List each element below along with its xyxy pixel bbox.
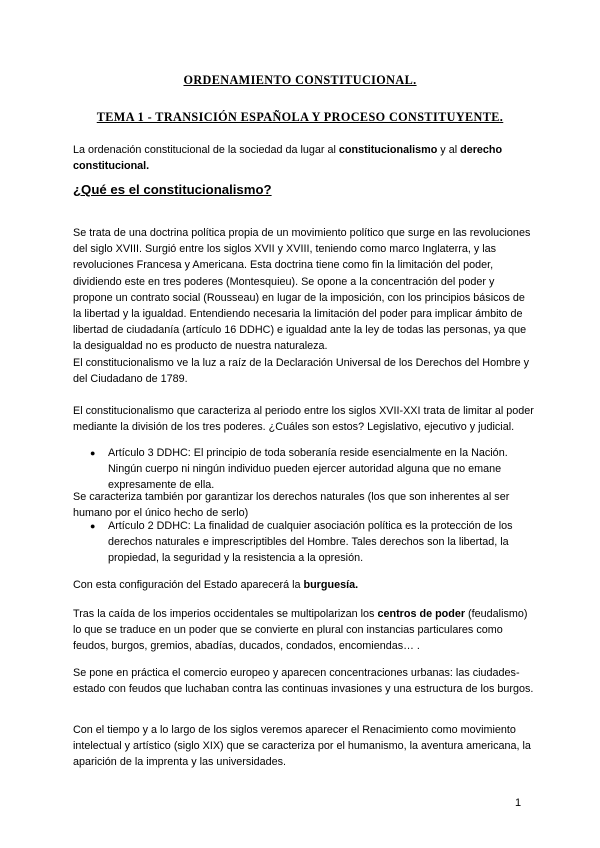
list-item-articulo-3 <box>90 445 535 494</box>
paragraph-burguesia <box>73 577 535 593</box>
list-item-articulo-2 <box>90 518 535 567</box>
burguesia-text: Con esta configuración del Estado aparecerá la <box>73 579 304 591</box>
intro-text: La ordenación constitucional de la sociedad da lugar al <box>73 144 339 156</box>
paragraph-centros-poder <box>73 606 535 655</box>
intro-bold-derecho: derecho constitucional. <box>73 144 503 173</box>
intro-paragraph <box>73 142 535 174</box>
centros-bold: centros de poder <box>377 608 466 620</box>
section-heading: ¿Qué es el constitucionalismo? <box>73 182 272 197</box>
centros-text-pre: Tras la caída de los imperios occidentales se multipolarizan los <box>73 608 378 620</box>
document-title: ORDENAMIENTO CONSTITUCIONAL. <box>183 73 417 87</box>
burguesia-bold: burguesía. <box>303 579 359 591</box>
paragraph-derechos-naturales: Se caracteriza también por garantizar los derechos naturales (los que son inherentes al ser humano por el único hecho de serlo) <box>73 491 510 520</box>
bullet-icon: ● <box>90 521 96 531</box>
paragraph-comercio: Se pone en práctica el comercio europeo y aparecen concentraciones urbanas: las ciudades-estado con feudos que luchaban contra las continuas invasiones y una estructura de los burgos. <box>73 667 534 696</box>
intro-bold-constitucionalismo: constitucionalismo <box>338 144 438 156</box>
list-item-text: Artículo 3 DDHC: El principio de toda soberanía reside esencialmente en la Nación. Ningún cuerpo ni ningún individuo pueden ejercer autoridad alguna que no emane expresamente de ella. <box>108 447 508 492</box>
page-number: 1 <box>515 797 522 809</box>
document-subtitle: TEMA 1 - TRANSICIÓN ESPAÑOLA Y PROCESO CONSTITUYENTE. <box>96 110 504 124</box>
paragraph-declaracion: El constitucionalismo ve la luz a raíz de la Declaración Universal de los Derechos del Hombre y del Ciudadano de 1789. <box>73 357 530 386</box>
intro-text-mid: y al <box>437 144 461 156</box>
paragraph-renacimiento: Con el tiempo y a lo largo de los siglos veremos aparecer el Renacimiento como movimiento intelectual y artístico (siglo XIX) que se caracteriza por el humanismo, la aventura americana, la aparición de la imprenta y las universidades. <box>73 724 531 769</box>
paragraph-doctrina: Se trata de una doctrina política propia de un movimiento político que surge en las revoluciones del siglo XVIII. Surgió entre los siglos XVII y XVIII, teniendo como marco Inglaterra, y las revoluciones Francesa y Americana. Esta doctrina tiene como fin la limitación del poder, dividiendo este en tres poderes (Montesquieu). Se opone a la concentración del poder y propone un contrato social (Rousseau) en lugar de la imposición, con los principios básicos de la libertad y la igualdad. Entendiendo necesaria la limitación del poder para implicar ámbito de libertad de ciudadanía (artículo 16 DDHC) e igualdad ante la ley de todas las personas, ya que la desigualdad no es producto de nuestra naturaleza. <box>73 227 531 353</box>
centros-text-post: (feudalismo) lo que se traduce en un poder que se convierte en plural con instancias particulares como feudos, burgos, gremios, abadías, ducados, condados, encomiendas… . <box>73 608 528 653</box>
paragraph-periodo: El constitucionalismo que caracteriza al periodo entre los siglos XVII-XXI trata de limitar al poder mediante la división de los tres poderes. ¿Cuáles son estos? Legislativo, ejecutivo y judicial. <box>73 405 534 434</box>
bullet-icon: ● <box>90 448 96 458</box>
list-item-text: Artículo 2 DDHC: La finalidad de cualquier asociación política es la protección de los derechos naturales e imprescriptibles del Hombre. Tales derechos son la libertad, la propiedad, la seguridad y la resistencia a la opresión. <box>108 520 513 565</box>
